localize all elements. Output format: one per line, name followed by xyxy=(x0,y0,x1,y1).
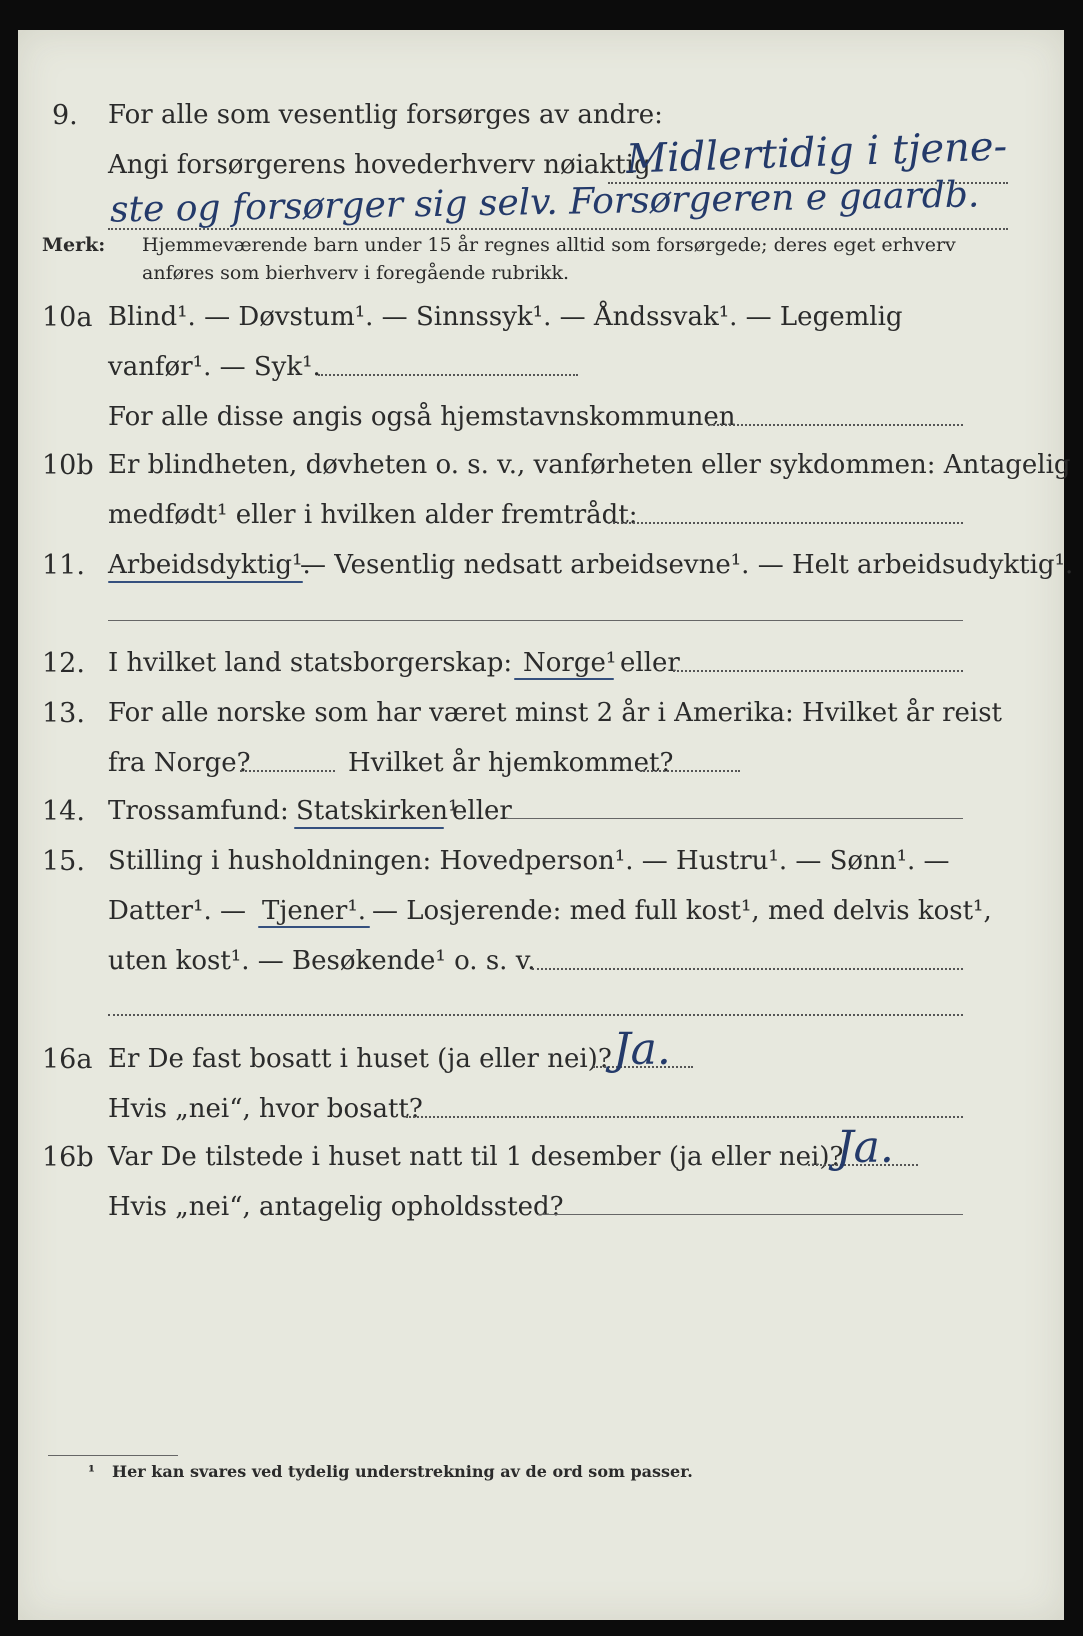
q13-line2b: Hvilket år hjemkommet? xyxy=(348,748,674,778)
q13-hjemkommet-line xyxy=(640,770,740,772)
q12-suffix: eller xyxy=(620,648,680,678)
q13-reist-line xyxy=(240,770,335,772)
q10a-number: 10a xyxy=(42,302,93,333)
q10a-line3: For alle disse angis også hjemstavnskommunen xyxy=(108,402,736,432)
q16a-number: 16a xyxy=(42,1044,93,1075)
merk-line2: anføres som bierhverv i foregående rubrikk. xyxy=(142,262,570,284)
q10b-line2: medfødt¹ eller i hvilken alder fremtrådt: xyxy=(108,500,638,530)
q9-handwritten-answer2: ste og forsørger sig selv. Forsørgeren e gaardb. xyxy=(109,174,980,231)
q16b-line1: Var De tilstede i huset natt til 1 desember (ja eller nei)? xyxy=(108,1142,844,1172)
q11-rest: — Vesentlig nedsatt arbeidsevne¹. — Helt arbeidsudyktig¹. xyxy=(300,550,1074,580)
q15-extra-line xyxy=(108,1014,963,1016)
q13-line2a: fra Norge? xyxy=(108,748,251,778)
q10a-line1: Blind¹. — Døvstum¹. — Sinnssyk¹. — Åndssvak¹. — Legemlig xyxy=(108,302,903,332)
q10b-number: 10b xyxy=(42,450,94,481)
q13-line1: For alle norske som har været minst 2 år i Amerika: Hvilket år reist xyxy=(108,698,1002,728)
q15-option-tjener: Tjener¹. xyxy=(262,896,367,926)
footnote-rule xyxy=(48,1455,178,1456)
q10b-answer-line xyxy=(608,522,963,524)
q15-answer-line xyxy=(532,968,963,970)
q10a-kommune-line xyxy=(708,424,963,426)
footnote-text: Her kan svares ved tydelig understrekning av de ord som passer. xyxy=(112,1462,693,1481)
q16a-line2: Hvis „nei“, hvor bosatt? xyxy=(108,1094,423,1124)
census-form-page xyxy=(18,30,1074,1620)
q16b-opholdssted-line xyxy=(538,1214,963,1215)
q12-option-norge: Norge¹ xyxy=(523,648,617,678)
q11-answer-line xyxy=(108,620,963,621)
q16b-number: 16b xyxy=(42,1142,94,1173)
q14-suffix: eller xyxy=(452,796,512,826)
footnote-marker: ¹ xyxy=(88,1462,96,1481)
q13-number: 13. xyxy=(42,698,85,729)
q16b-handwritten-answer: Ja. xyxy=(836,1122,894,1173)
q9-answer-line2 xyxy=(108,228,1008,230)
q15-answer-underline xyxy=(258,926,370,928)
q9-handwritten-answer1: Midlertidig i tjene- xyxy=(625,123,1008,183)
q12-answer-underline xyxy=(514,678,614,680)
q12-answer-line xyxy=(673,670,963,672)
q11-number: 11. xyxy=(42,550,85,581)
q16a-bosatt-line xyxy=(406,1116,963,1118)
q16a-line1: Er De fast bosatt i huset (ja eller nei)? xyxy=(108,1044,612,1074)
q14-answer-line xyxy=(506,818,963,819)
q15-number: 15. xyxy=(42,846,85,877)
q14-answer-underline xyxy=(294,827,444,829)
q9-number: 9. xyxy=(52,100,78,131)
q14-prefix: Trossamfund: xyxy=(108,796,289,826)
q12-prefix: I hvilket land statsborgerskap: xyxy=(108,648,513,678)
q10a-syk-line xyxy=(318,374,578,376)
q14-option-statskirken: Statskirken¹ xyxy=(296,796,459,826)
q15-line2b: — Losjerende: med full kost¹, med delvis kost¹, xyxy=(372,896,992,926)
q14-number: 14. xyxy=(42,796,85,827)
q11-answer-underline xyxy=(108,581,303,583)
q11-option-arbeidsdyktig: Arbeidsdyktig¹. xyxy=(108,550,311,580)
q9-line1: For alle som vesentlig forsørges av andre: xyxy=(108,100,663,130)
q16b-line2: Hvis „nei“, antagelig opholdssted? xyxy=(108,1192,564,1222)
q15-line1: Stilling i husholdningen: Hovedperson¹. — Hustru¹. — Sønn¹. — xyxy=(108,846,950,876)
q10b-line1: Er blindheten, døvheten o. s. v., vanførheten eller sykdommen: Antagelig xyxy=(108,450,1071,480)
merk-label: Merk: xyxy=(42,234,106,256)
q9-line2: Angi forsørgerens hovederhverv nøiaktig xyxy=(108,150,651,180)
q12-number: 12. xyxy=(42,648,85,679)
q15-line2a: Datter¹. — xyxy=(108,896,247,926)
q15-line3: uten kost¹. — Besøkende¹ o. s. v. xyxy=(108,946,536,976)
merk-line1: Hjemmeværende barn under 15 år regnes alltid som forsørgede; deres eget erhverv xyxy=(142,234,956,256)
q10a-line2: vanfør¹. — Syk¹. xyxy=(108,352,321,382)
q16a-handwritten-answer: Ja. xyxy=(613,1024,671,1075)
